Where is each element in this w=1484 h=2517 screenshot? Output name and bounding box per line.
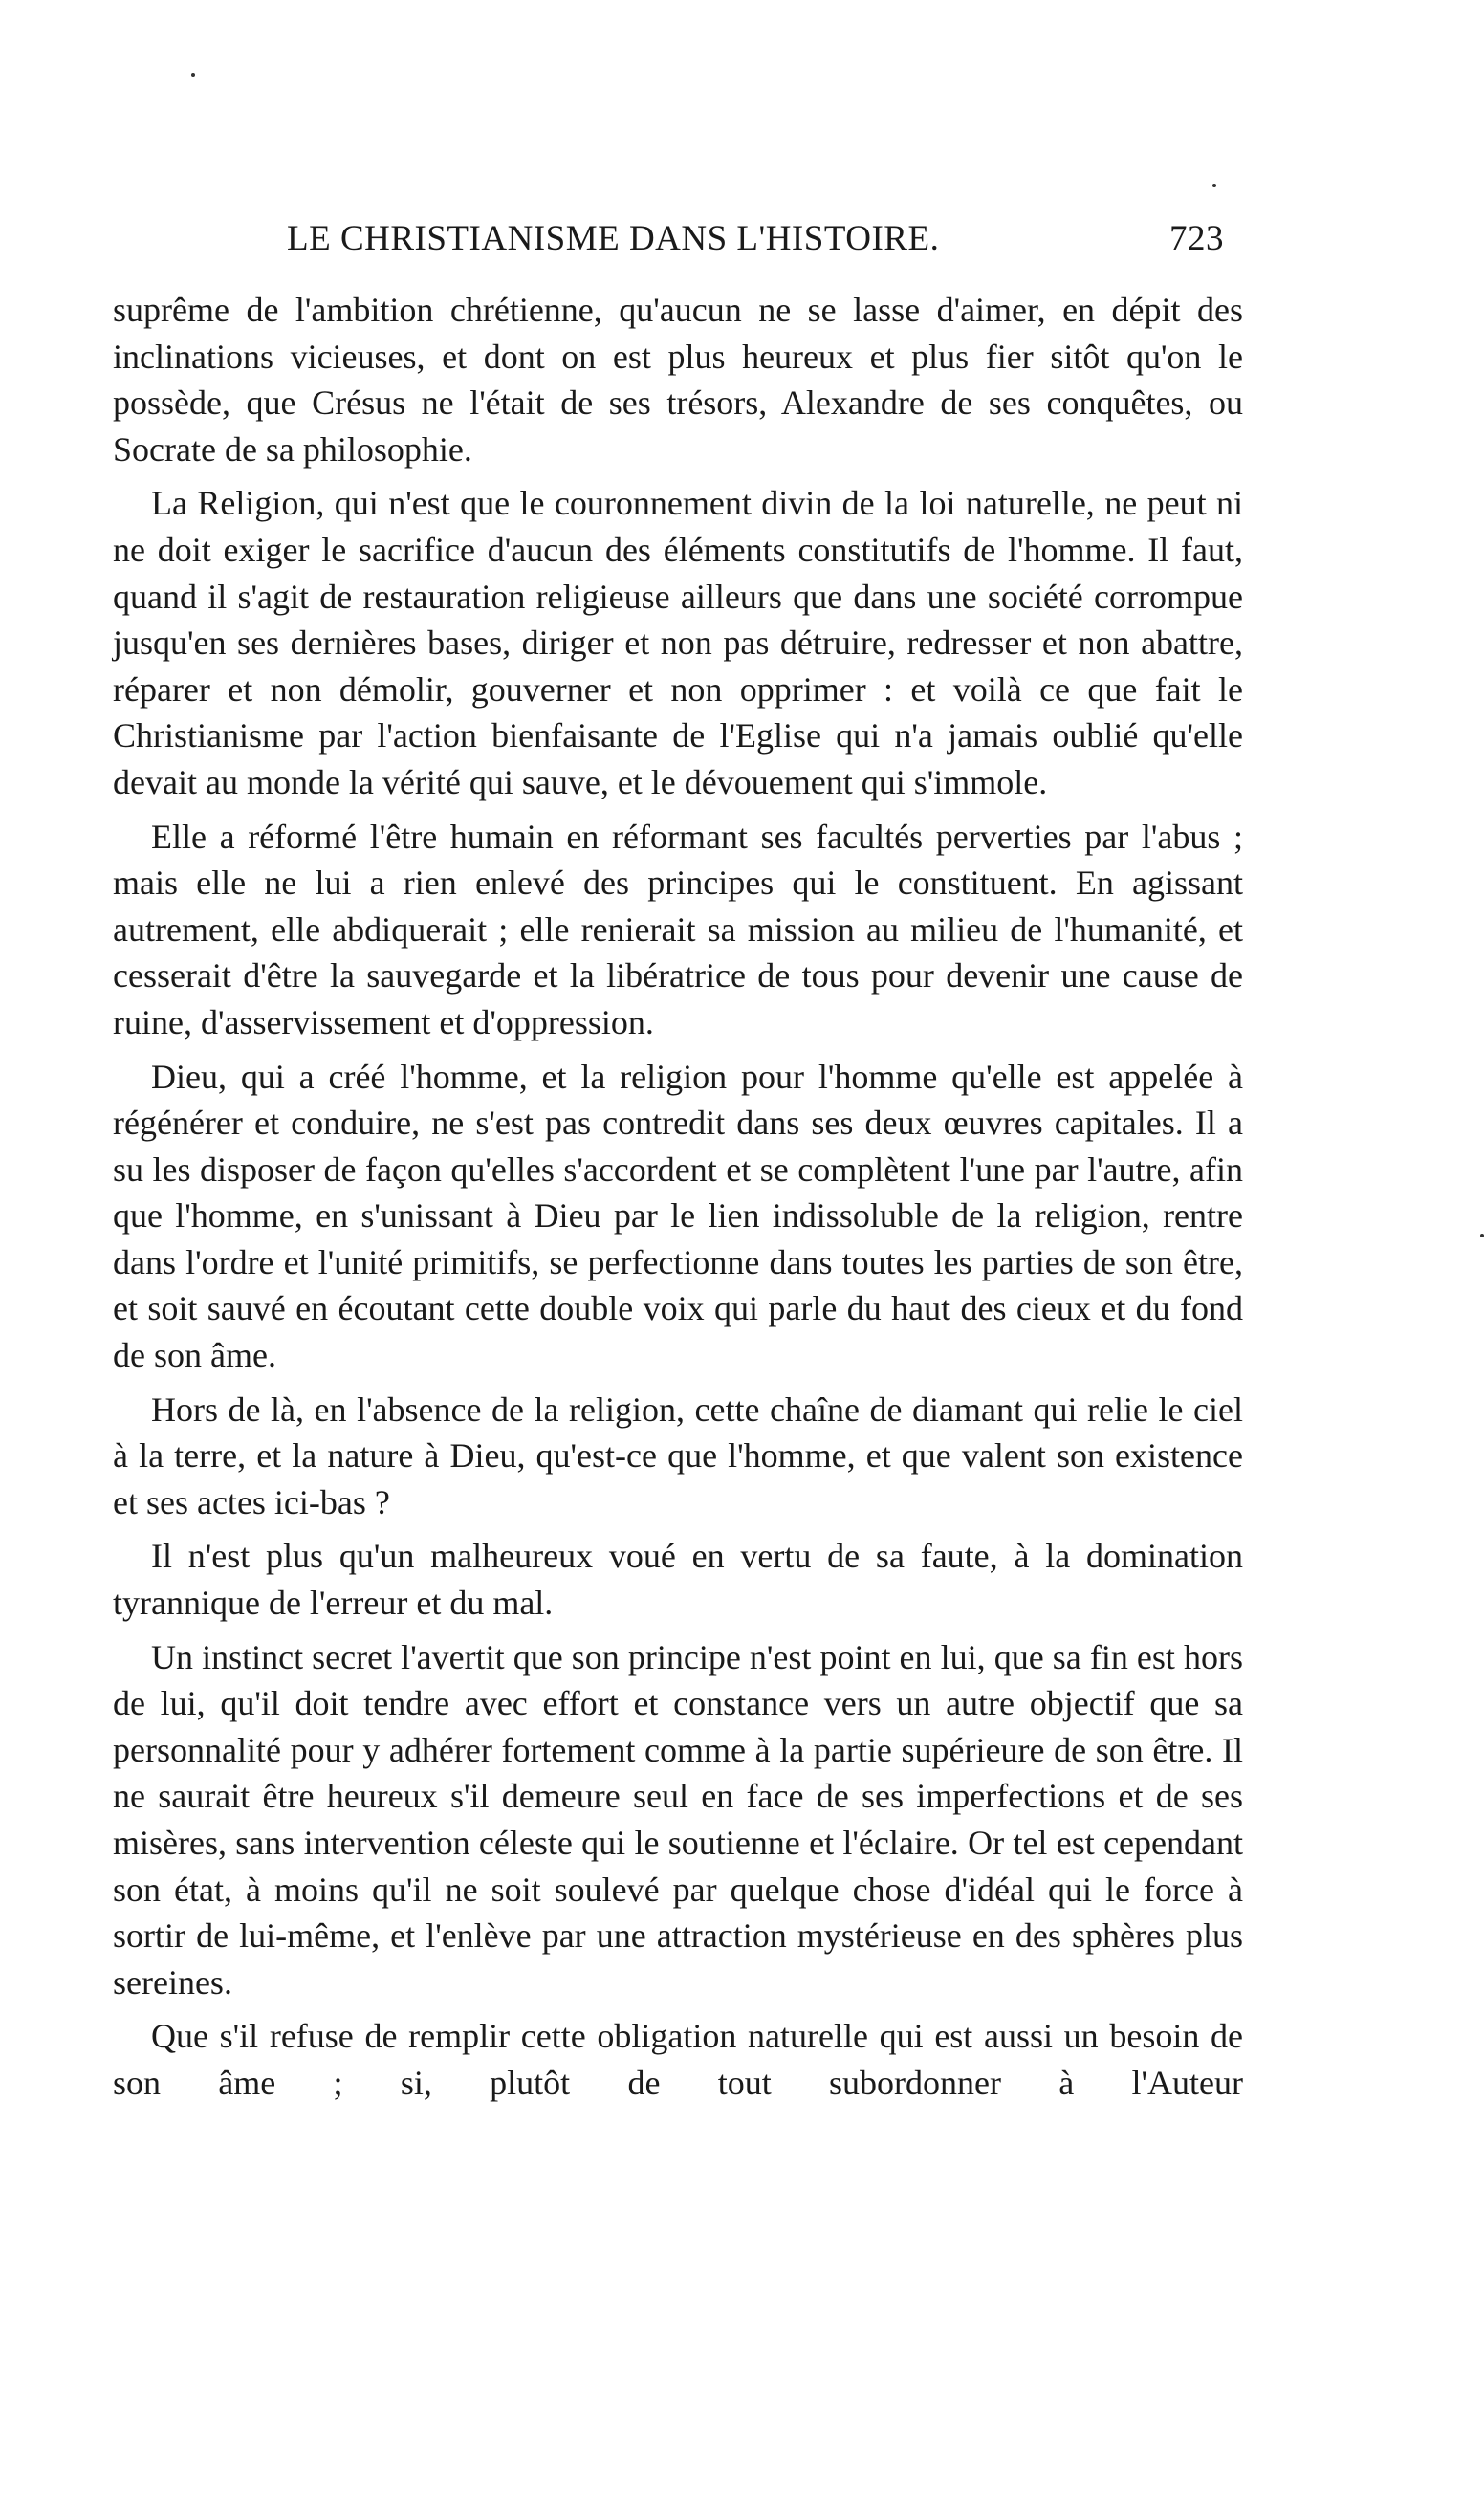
ink-speck xyxy=(191,73,195,77)
paragraph: La Religion, qui n'est que le couronnement divin de la loi naturelle, ne peut ni ne doit exiger le sacrifice d'aucun des éléments constitutifs de l'homme. Il faut, quand il s'agit de restauration religieuse ailleurs que dans une société corrompue jusqu'en ses dernières bases, diriger et non pas détruire, redresser et non abattre, réparer et non démolir, gouverner et non opprimer : et voilà ce que fait le Christianisme par l'action bienfaisante de l'Eglise qui n'a jamais oublié qu'elle devait au monde la vérité qui sauve, et le dévouement qui s'immole. xyxy=(113,484,1243,801)
paragraph: Elle a réformé l'être humain en réformant ses facultés perverties par l'abus ; mais elle ne lui a rien enlevé des principes qui le constituent. En agissant autrement, elle abdiquerait ; elle renierait sa mission au milieu de l'humanité, et cesserait d'être la sauvegarde et la libératrice de tous pour devenir une cause de ruine, d'asservissement et d'oppression. xyxy=(113,817,1243,1041)
paragraph: Hors de là, en l'absence de la religion, cette chaîne de diamant qui relie le ciel à la terre, et la nature à Dieu, qu'est-ce que l'homme, et que valent son existence et ses actes ici-bas ? xyxy=(113,1390,1243,1521)
body-text xyxy=(113,287,1243,2107)
ink-speck xyxy=(1480,1234,1484,1237)
paragraph: Dieu, qui a créé l'homme, et la religion pour l'homme qu'elle est appelée à régénérer et conduire, ne s'est pas contredit dans ses deux œuvres capitales. Il a su les disposer de façon qu'elles s'accordent et se complètent l'une par l'autre, afin que l'homme, en s'unissant à Dieu par le lien indissoluble de la religion, rentre dans l'ordre et l'unité primitifs, se perfectionne dans toutes les parties de son être, et soit sauvé en écoutant cette double voix qui parle du haut des cieux et du fond de son âme. xyxy=(113,1057,1243,1375)
ink-speck xyxy=(1212,184,1216,187)
paragraph: Un instinct secret l'avertit que son principe n'est point en lui, que sa fin est hors de lui, qu'il doit tendre avec effort et constance vers un autre objectif que sa personnalité pour y adhérer fortement comme à la partie supérieure de son être. Il ne saurait être heureux s'il demeure seul en face de ses imperfections et de ses misères, sans intervention céleste qui le soutienne et l'éclaire. Or tel est cependant son état, à moins qu'il ne soit soulevé par quelque chose d'idéal qui le force à sortir de lui-même, et l'enlève par une attraction mystérieuse en des sphères plus sereines. xyxy=(113,1637,1243,2002)
paragraph: suprême de l'ambition chrétienne, qu'aucun ne se lasse d'aimer, en dépit des inclinations vicieuses, et dont on est plus heureux et plus fier sitôt qu'on le possède, que Crésus ne l'était de ses trésors, Alexandre de ses conquêtes, ou Socrate de sa philosophie. xyxy=(113,291,1243,469)
running-title: LE CHRISTIANISME DANS L'HISTOIRE. xyxy=(287,219,940,258)
paragraph: Que s'il refuse de remplir cette obligation naturelle qui est aussi un besoin de son âme ; si, plutôt de tout subordonner à l'Auteur xyxy=(113,2017,1243,2102)
running-header xyxy=(287,218,1224,275)
page-number: 723 xyxy=(1169,219,1224,258)
paragraph: Il n'est plus qu'un malheureux voué en vertu de sa faute, à la domination tyrannique de l'erreur et du mal. xyxy=(113,1537,1243,1623)
